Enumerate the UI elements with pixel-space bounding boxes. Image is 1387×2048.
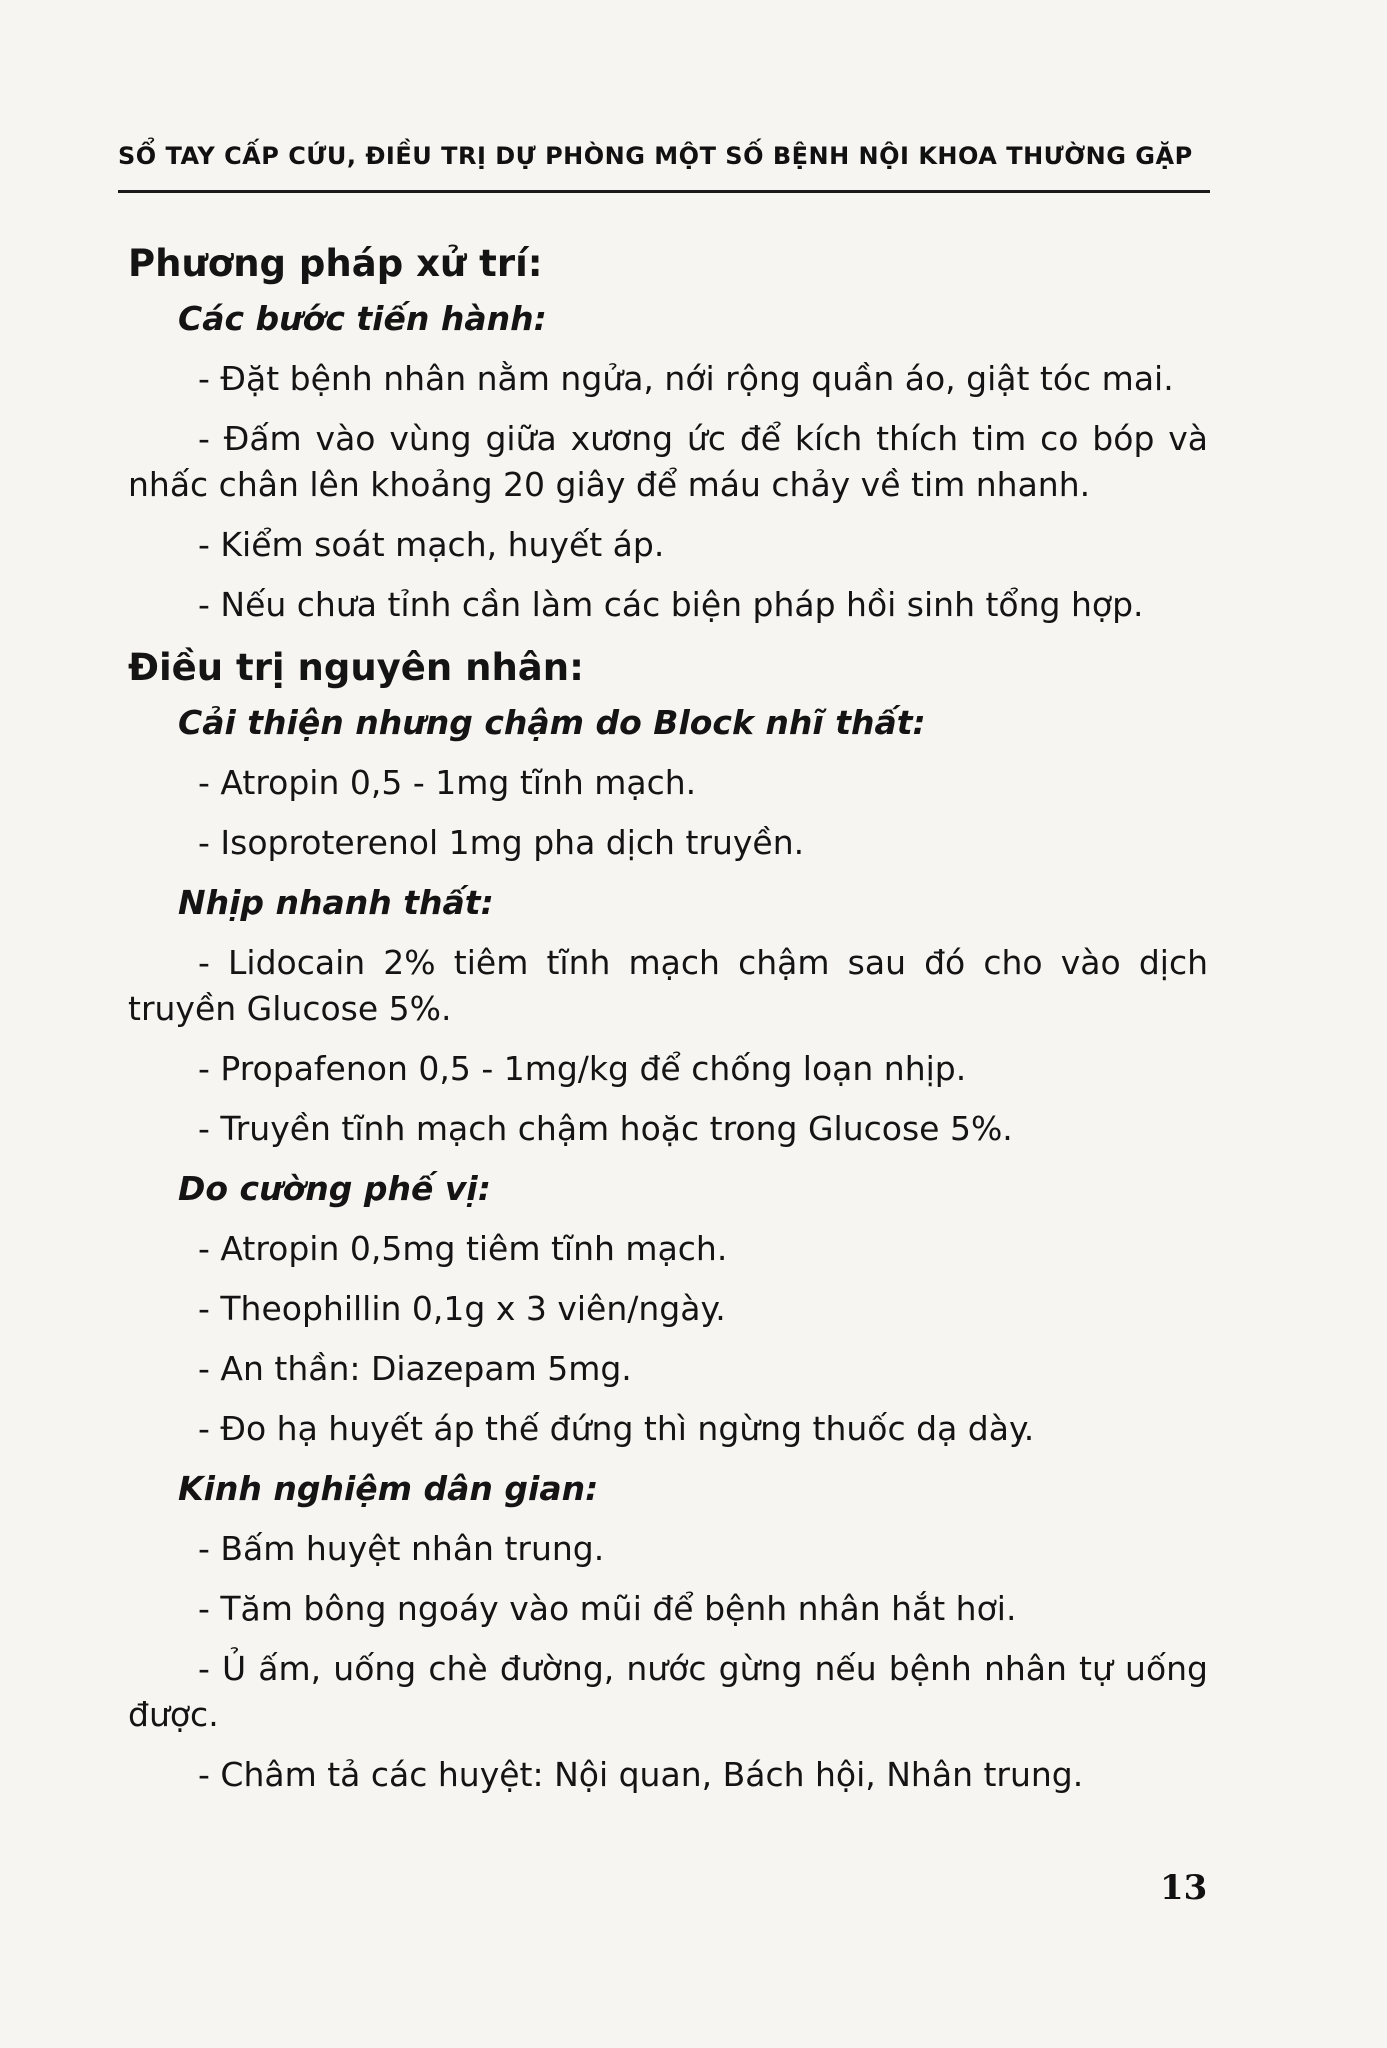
subsection-title-kinh-nghiem-dan-gian: Kinh nghiệm dân gian:: [178, 1469, 599, 1508]
list-item: - Tăm bông ngoáy vào mũi để bệnh nhân hắt hơi.: [198, 1589, 1017, 1628]
list-item: - Bấm huyệt nhân trung.: [198, 1529, 605, 1568]
list-item: - Theophillin 0,1g x 3 viên/ngày.: [198, 1289, 726, 1328]
list-item: - Kiểm soát mạch, huyết áp.: [198, 525, 665, 564]
list-item: - Atropin 0,5 - 1mg tĩnh mạch.: [198, 763, 697, 802]
header-rule: [118, 190, 1210, 193]
list-item: - Ủ ấm, uống chè đường, nước gừng nếu bệnh nhân tự uống được.: [128, 1649, 1208, 1734]
subsection-title-block-nhi-that: Cải thiện nhưng chậm do Block nhĩ thất:: [178, 703, 926, 742]
list-item: - Propafenon 0,5 - 1mg/kg để chống loạn nhịp.: [198, 1049, 967, 1088]
list-item: - An thần: Diazepam 5mg.: [198, 1349, 632, 1388]
list-item: - Nếu chưa tỉnh cần làm các biện pháp hồi sinh tổng hợp.: [198, 585, 1144, 624]
list-item: - Châm tả các huyệt: Nội quan, Bách hội, Nhân trung.: [198, 1755, 1084, 1794]
running-header: SỔ TAY CẤP CỨU, ĐIỀU TRỊ DỰ PHÒNG MỘT SỐ BỆNH NỘI KHOA THƯỜNG GẶP: [118, 142, 1193, 170]
subsection-title-cac-buoc-tien-hanh: Các bước tiến hành:: [178, 299, 547, 338]
list-item: - Đo hạ huyết áp thế đứng thì ngừng thuốc dạ dày.: [198, 1409, 1035, 1448]
section-title-phuong-phap-xu-tri: Phương pháp xử trí:: [128, 242, 543, 285]
section-title-dieu-tri-nguyen-nhan: Điều trị nguyên nhân:: [128, 646, 584, 689]
page-number: 13: [1160, 1868, 1208, 1908]
page-content: [128, 238, 1208, 1812]
list-item: - Lidocain 2% tiêm tĩnh mạch chậm sau đó cho vào dịch truyền Glucose 5%.: [128, 943, 1208, 1028]
list-item: - Atropin 0,5mg tiêm tĩnh mạch.: [198, 1229, 728, 1268]
subsection-title-nhip-nhanh-that: Nhịp nhanh thất:: [178, 883, 494, 922]
list-item: - Truyền tĩnh mạch chậm hoặc trong Glucose 5%.: [198, 1109, 1013, 1148]
list-item: - Isoproterenol 1mg pha dịch truyền.: [198, 823, 805, 862]
list-item: - Đấm vào vùng giữa xương ức để kích thích tim co bóp và nhấc chân lên khoảng 20 giây để máu chảy về tim nhanh.: [128, 419, 1208, 504]
subsection-title-do-cuong-phe-vi: Do cường phế vị:: [178, 1169, 491, 1208]
list-item: - Đặt bệnh nhân nằm ngửa, nới rộng quần áo, giật tóc mai.: [198, 359, 1174, 398]
